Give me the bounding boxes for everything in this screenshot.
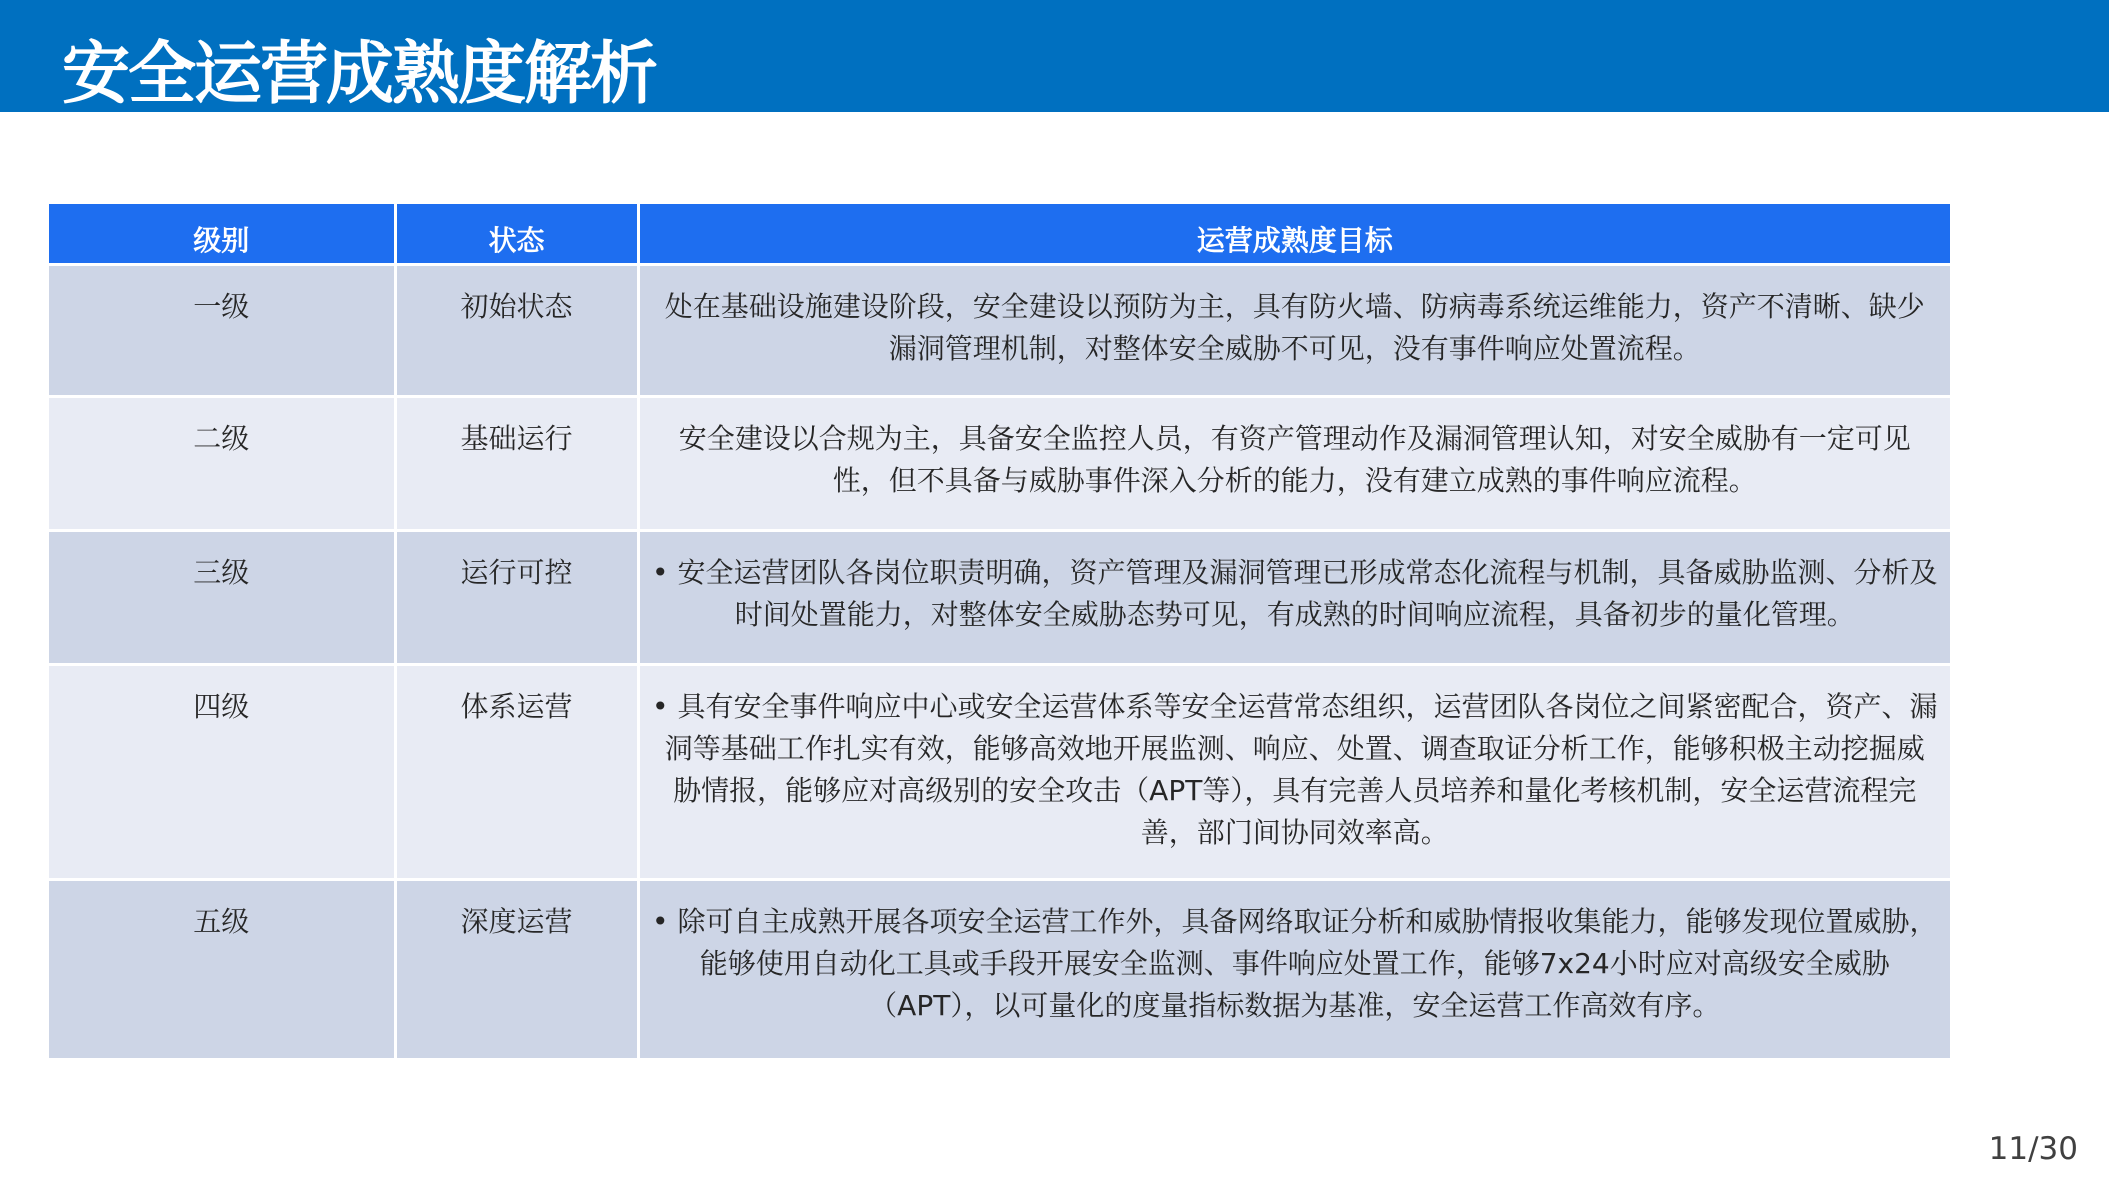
page-title: 安全运营成熟度解析 [62,35,657,114]
table-row [49,265,1950,397]
page-number: 11/30 [1988,1131,2078,1167]
status-cell: 运行可控 [395,531,638,665]
header-goal: 运营成熟度目标 [638,204,1950,265]
goal-cell: 处在基础设施建设阶段，安全建设以预防为主，具有防火墙、防病毒系统运维能力，资产不清晰、缺少漏洞管理机制，对整体安全威胁不可见，没有事件响应处置流程。 [638,265,1950,397]
status-cell: 体系运营 [395,665,638,880]
table-row [49,531,1950,665]
table-row [49,397,1950,531]
table-row [49,880,1950,1058]
header-status: 状态 [395,204,638,265]
maturity-table [49,204,1950,1058]
level-cell: 二级 [49,397,395,531]
status-cell: 基础运行 [395,397,638,531]
goal-cell: • 具有安全事件响应中心或安全运营体系等安全运营常态组织，运营团队各岗位之间紧密配合，资产、漏洞等基础工作扎实有效，能够高效地开展监测、响应、处置、调查取证分析工作，能够积极主动挖掘威胁情报，能够应对高级别的安全攻击（APT等），具有完善人员培养和量化考核机制，安全运营流程完善，部门间协同效率高。 [638,665,1950,880]
table-row [49,665,1950,880]
maturity-table-container [49,204,1950,1052]
level-cell: 三级 [49,531,395,665]
status-cell: 初始状态 [395,265,638,397]
header-level: 级别 [49,204,395,265]
level-cell: 五级 [49,880,395,1058]
level-cell: 四级 [49,665,395,880]
goal-cell: 安全建设以合规为主，具备安全监控人员，有资产管理动作及漏洞管理认知，对安全威胁有一定可见性，但不具备与威胁事件深入分析的能力，没有建立成熟的事件响应流程。 [638,397,1950,531]
goal-cell: • 除可自主成熟开展各项安全运营工作外，具备网络取证分析和威胁情报收集能力，能够发现位置威胁，能够使用自动化工具或手段开展安全监测、事件响应处置工作，能够7x24小时应对高级安全威胁（APT），以可量化的度量指标数据为基准，安全运营工作高效有序。 [638,880,1950,1058]
goal-cell: • 安全运营团队各岗位职责明确，资产管理及漏洞管理已形成常态化流程与机制，具备威胁监测、分析及时间处置能力，对整体安全威胁态势可见，有成熟的时间响应流程，具备初步的量化管理。 [638,531,1950,665]
level-cell: 一级 [49,265,395,397]
table-header-row [49,204,1950,265]
status-cell: 深度运营 [395,880,638,1058]
